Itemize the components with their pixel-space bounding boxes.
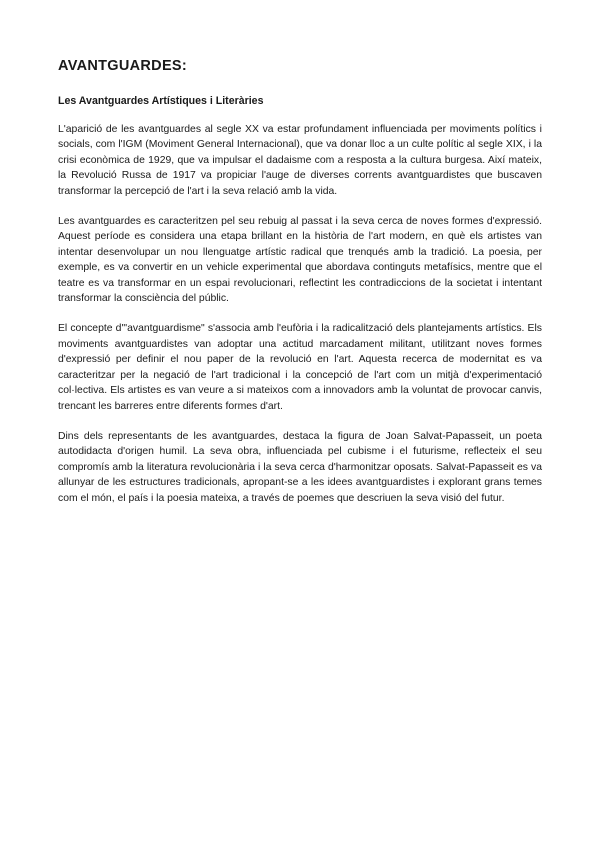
document-title: AVANTGUARDES: (58, 58, 188, 74)
document-subtitle: Les Avantguardes Artístiques i Literàries (58, 95, 264, 107)
paragraph-3: El concepte d'"avantguardisme" s'associa amb l'eufòria i la radicalització dels plantejaments artístics. Els moviments avantguardistes van adoptar una actitud marcadament militant, utilitzant noves formes d'expressió per definir el nou paper de la revolució en l'art. Aquesta recerca de modernitat es va caracteritzar per la negació de l'art tradicional i la concepció de l'art com un mitjà d'experimentació col·lectiva. Els artistes es van veure a si mateixos com a innovadors amb la voluntat de provocar canvis, trencant les barreres entre diferents formes d'art. (58, 323, 542, 412)
paragraph-4: Dins dels representants de les avantguardes, destaca la figura de Joan Salvat-Papasseit, un poeta autodidacta d'origen humil. La seva obra, influenciada pel cubisme i el futurisme, reflecteix el seu compromís amb la literatura revolucionària i la seva cerca d'harmonitzar oposats. Salvat-Papasseit es va allunyar de les estructures tradicionals, apropant-se a les idees avantguardistes i explorant grans temes com el món, el país i la poesia mateixa, a través de poemes que descriuen la seva visió del futur. (58, 430, 542, 504)
paragraph-2: Les avantguardes es caracteritzen pel seu rebuig al passat i la seva cerca de noves formes d'expressió. Aquest període es considera una etapa brillant en la història de l'art modern, en què els artistes van intentar desenvolupar un nou llenguatge artístic radical que trenqués amb la tradició. La poesia, per exemple, es va convertir en un vehicle experimental que abordava continguts metafísics, mentre que el teatre es va transformar en un espai revolucionari, reflectint les contradiccions de la societat i intentant transformar la consciència del públic. (58, 216, 542, 305)
paragraph-1: L'aparició de les avantguardes al segle XX va estar profundament influenciada per moviments polítics i socials, com l'IGM (Moviment General Internacional), que va donar lloc a un culte polític al segle XIX, i la crisi econòmica de 1929, que va impulsar el dadaisme com a resposta a la cultura burgesa. Així mateix, la Revolució Russa de 1917 va propiciar l'auge de diverses corrents avantguardistes que buscaven transformar la percepció de l'art i la seva relació amb la vida. (58, 124, 542, 197)
